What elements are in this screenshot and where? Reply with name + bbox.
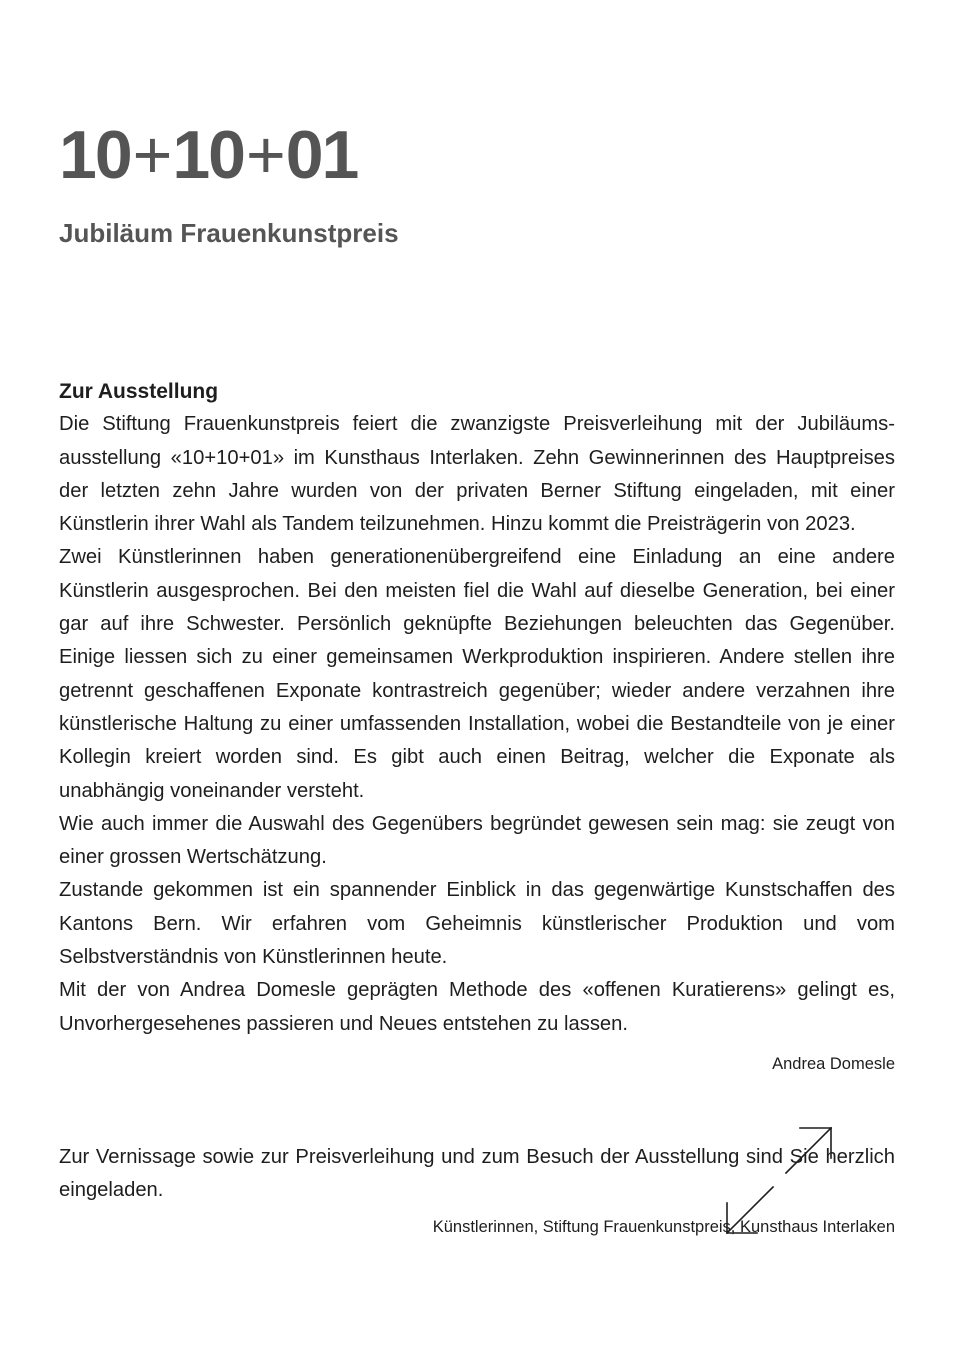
- author-signature: Andrea Domesle: [772, 1054, 895, 1073]
- title-plus: +: [246, 117, 284, 193]
- page-title: [59, 116, 357, 194]
- paragraph: Mit der von Andrea Domesle geprägten Methode des «offenen Kuratierens» gelingt es, Unvorhergesehenes passieren und Neues entstehen zu lassen.: [59, 979, 895, 1035]
- title-part: 10: [59, 117, 131, 193]
- paragraph: Zwei Künstlerinnen haben generationenübergreifend eine Einladung an eine andere Künstlerin ausgesprochen. Bei den meisten fiel die Wahl auf dieselbe Generation, bei einer gar auf ihre Schwester. Persönlich geknüpfte Beziehungen beleuchten das Gegenüber. Einige liessen sich zu einer gemeinsamen Werkproduktion inspirieren. Andere stellen ihre getrennt geschaffenen Exponate kontrastreich gegenüber; wieder andere verzahnen ihre künstlerische Haltung zu einer umfassenden Installation, wobei die Bestandteile von je einer Kollegin kreiert worden sind. Es gibt auch einen Beitrag, welcher die Exponate als unabhängig voneinander versteht.: [59, 546, 895, 802]
- paragraph: Wie auch immer die Auswahl des Gegenübers begründet gewesen sein mag: sie zeugt von einer grossen Wertschätzung.: [59, 812, 895, 869]
- title-part: 10: [172, 117, 244, 193]
- organizers-line: Künstlerinnen, Stiftung Frauenkunstpreis, Kunsthaus Interlaken: [432, 1218, 895, 1236]
- title-plus: +: [132, 117, 171, 193]
- title-part: 01: [285, 117, 358, 193]
- paragraph: Die Stiftung Frauenkunstpreis feiert die zwanzigste Preisverleihung mit der Jubiläumsausstellung «10+10+01» im Kunsthaus Interlaken. Zehn Gewinnerinnen des Hauptpreises der letzten zehn Jahre wurden von der privaten Berner Stiftung eingeladen, mit einer Künstlerin ihrer Wahl als Tandem teilzunehmen. Hinzu kommt die Preisträgerin von 2023.: [59, 413, 895, 536]
- invitation-text: Zur Vernissage sowie zur Preisverleihung und zum Besuch der Ausstellung sind Sie herzlich eingeladen.: [59, 1146, 895, 1202]
- page-subtitle: Jubiläum Frauenkunstpreis: [59, 218, 399, 248]
- exhibition-section: [59, 375, 895, 1075]
- invitation-block: [59, 1141, 895, 1208]
- paragraph: Zustande gekommen ist ein spannender Einblick in das gegenwärtige Kunstschaffen des Kantons Bern. Wir erfahren vom Geheimnis künstlerischer Produktion und vom Selbstverständnis von Künstlerinnen heute.: [59, 879, 895, 969]
- section-heading: Zur Ausstellung: [59, 380, 219, 403]
